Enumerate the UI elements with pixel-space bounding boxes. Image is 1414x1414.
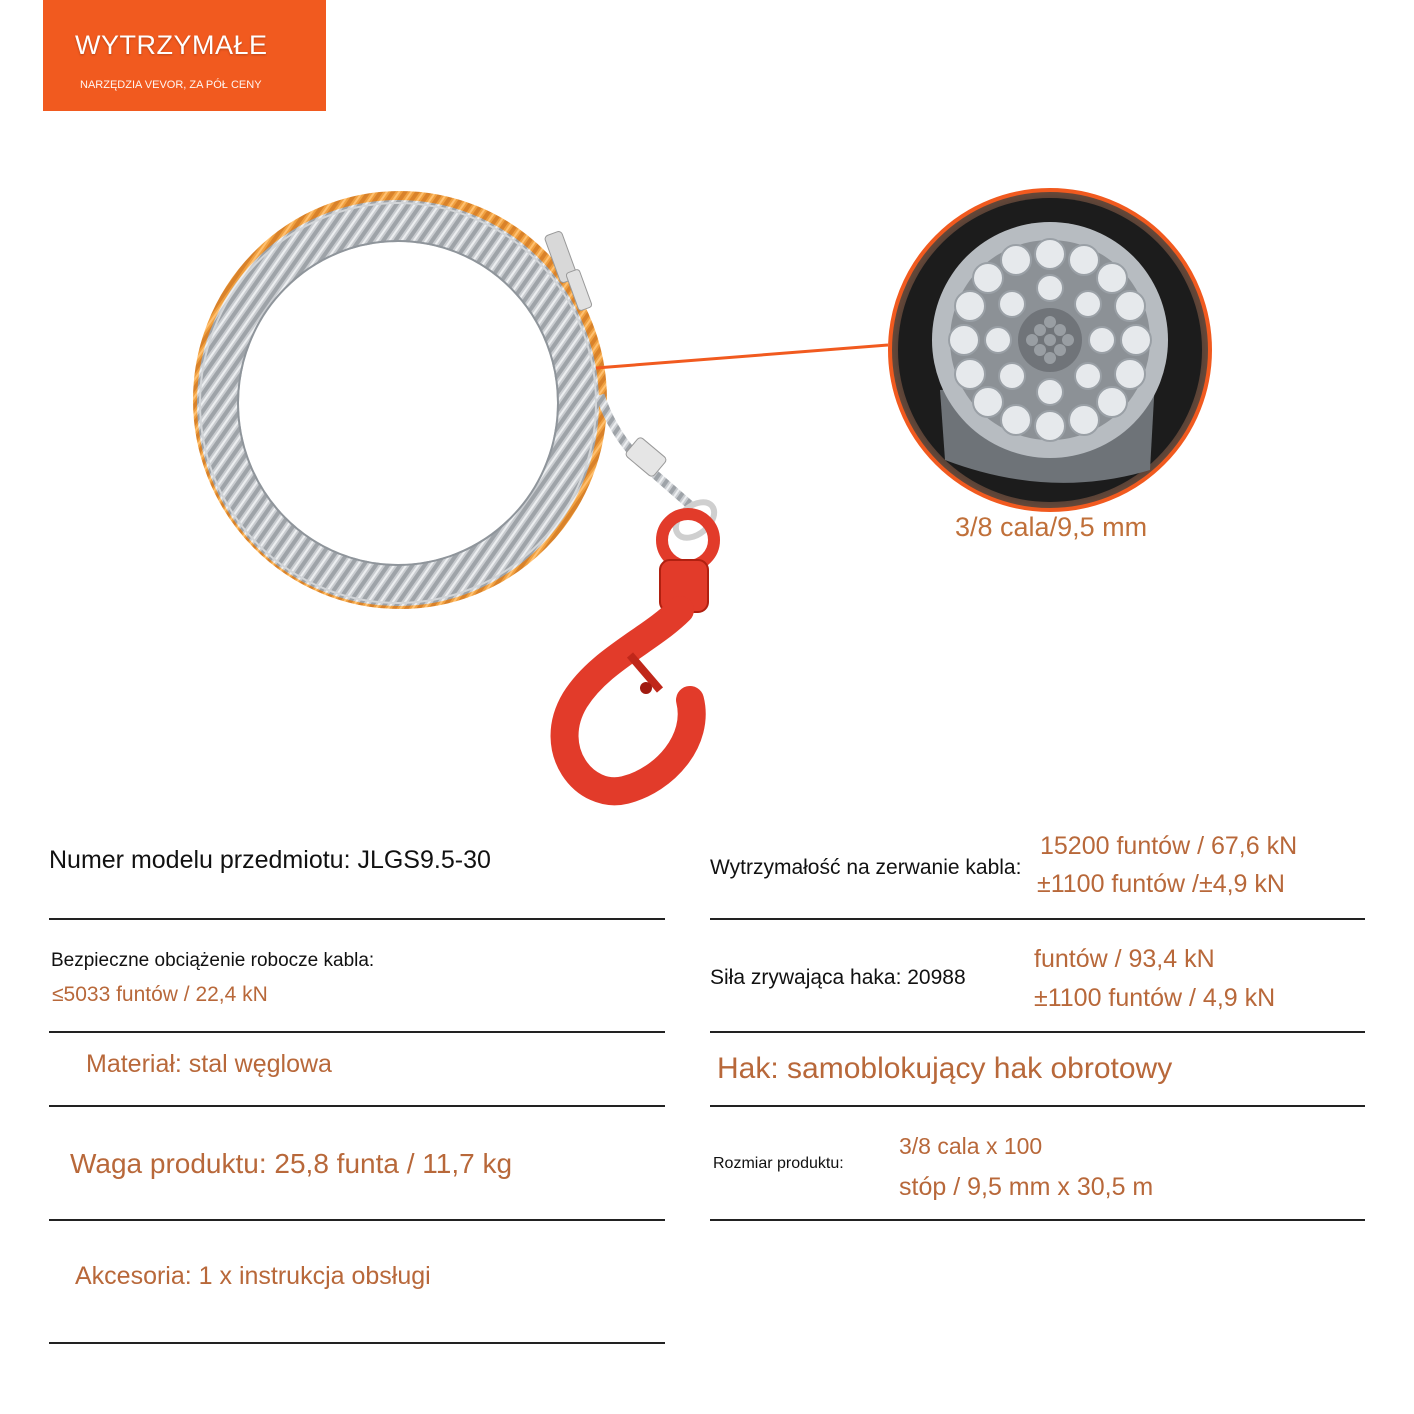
divider [49,1105,665,1107]
divider [49,1219,665,1221]
product-weight: Waga produktu: 25,8 funta / 11,7 kg [70,1148,513,1179]
divider [49,1031,665,1033]
diameter-caption: 3/8 cala/9,5 mm [955,512,1148,542]
divider [710,1219,1365,1221]
safe-load-value: ≤5033 funtów / 22,4 kN [52,983,268,1006]
divider [710,918,1365,920]
badge-title: WYTRZYMAŁE [75,30,268,60]
accessories: Akcesoria: 1 x instrukcja obsługi [75,1262,431,1290]
breaking-strength-tolerance: ±1100 funtów /±4,9 kN [1037,870,1285,898]
hook-breaking-tolerance: ±1100 funtów / 4,9 kN [1034,984,1276,1012]
wire-rope-coil-icon [200,198,721,603]
divider [49,1342,665,1344]
divider [710,1105,1365,1107]
safe-load-label: Bezpieczne obciążenie robocze kabla: [51,950,375,971]
brand-badge [43,0,326,111]
breaking-strength-value: 15200 funtów / 67,6 kN [1040,832,1298,860]
swivel-hook-icon [565,514,714,791]
material: Materiał: stal węglowa [86,1050,332,1078]
breaking-strength-label: Wytrzymałość na zerwanie kabla: [710,856,1022,879]
hook-breaking-value: funtów / 93,4 kN [1034,945,1215,973]
hook-type: Hak: samoblokujący hak obrotowy [717,1052,1173,1085]
badge-subtitle: NARZĘDZIA VEVOR, ZA PÓŁ CENY [80,79,262,91]
product-size-value: 3/8 cala x 100 [899,1133,1043,1159]
product-size-label: Rozmiar produktu: [713,1155,844,1172]
divider [710,1031,1365,1033]
hook-breaking-label: Siła zrywająca haka: 20988 [710,966,966,989]
divider [49,918,665,920]
model-number: Numer modelu przedmiotu: JLGS9.5-30 [49,846,491,874]
product-size-value-metric: stóp / 9,5 mm x 30,5 m [899,1173,1154,1201]
rope-cross-section-icon [890,190,1210,510]
product-illustration [0,130,1414,810]
